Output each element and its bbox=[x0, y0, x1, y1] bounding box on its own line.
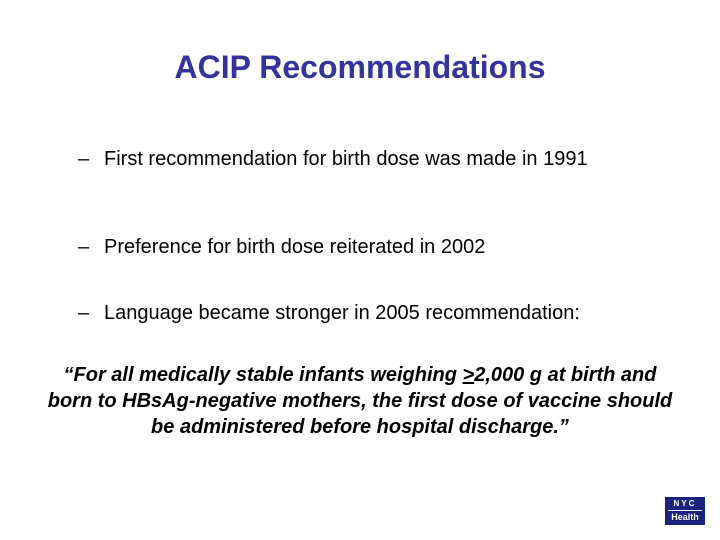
recommendation-quote bbox=[40, 362, 680, 440]
bullet-dash: – bbox=[78, 236, 90, 258]
bullet-item bbox=[78, 146, 678, 172]
quote-text-start: “For all medically stable infants weighing bbox=[63, 364, 463, 386]
greater-equal-symbol: > bbox=[462, 364, 475, 386]
bullet-text: Language became stronger in 2005 recommendation: bbox=[104, 302, 580, 324]
bullet-item bbox=[78, 300, 678, 326]
bullet-text: Preference for birth dose reiterated in 2002 bbox=[104, 236, 486, 258]
nyc-health-logo bbox=[665, 497, 705, 525]
bullet-dash: – bbox=[78, 148, 90, 170]
quote-text-end: 2,000 g at birth and born to HBsAg-negative mothers, the first dose of vaccine should be administered before hospital discharge.” bbox=[47, 364, 673, 438]
bullet-text: First recommendation for birth dose was made in 1991 bbox=[104, 148, 588, 170]
logo-line-nyc: NYC bbox=[668, 497, 702, 511]
slide-title: ACIP Recommendations bbox=[174, 49, 546, 85]
bullet-dash: – bbox=[78, 302, 90, 324]
logo-line-health: Health bbox=[671, 512, 699, 522]
bullet-item bbox=[78, 234, 678, 260]
